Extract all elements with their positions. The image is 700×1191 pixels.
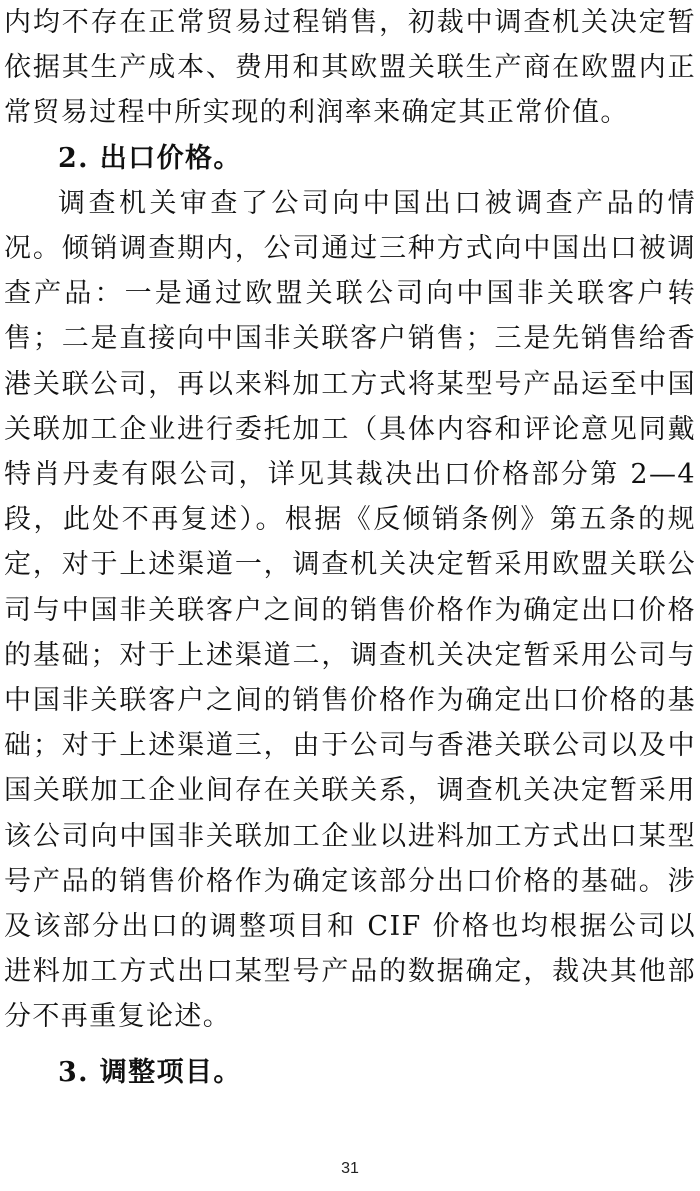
continuation-paragraph: 内均不存在正常贸易过程销售，初裁中调查机关决定暂依据其生产成本、费用和其欧盟关联生产商在欧盟内正常贸易过程中所实现的利润率来确定其正常价值。 bbox=[4, 7, 696, 129]
section-2-heading: 2. 出口价格。 bbox=[58, 142, 242, 174]
body-text bbox=[4, 0, 696, 1095]
page-number: 31 bbox=[341, 1160, 359, 1177]
section-2-paragraph: 调查机关审查了公司向中国出口被调查产品的情况。倾销调查期内，公司通过三种方式向中国出口被调查产品：一是通过欧盟关联公司向中国非关联客户转售；二是直接向中国非关联客户销售；三是先销售给香港关联公司，再以来料加工方式将某型号产品运至中国关联加工企业进行委托加工（具体内容和评论意见同戴特肖丹麦有限公司，详见其裁决出口价格部分第 2—4 段，此处不再复述）。根据《反倾销条例》第五条的规定，对于上述渠道一，调查机关决定暂采用欧盟关联公司与中国非关联客户之间的销售价格作为确定出口价格的基础；对于上述渠道二，调查机关决定暂采用公司与中国非关联客户之间的销售价格作为确定出口价格的基础；对于上述渠道三，由于公司与香港关联公司以及中国关联加工企业间存在关联关系，调查机关决定暂采用该公司向中国非关联加工企业以进料加工方式出口某型号产品的销售价格作为确定该部分出口价格的基础。涉及该部分出口的调整项目和 CIF 价格也均根据公司以进料加工方式出口某型号产品的数据确定，裁决其他部分不再重复论述。 bbox=[4, 187, 696, 1033]
section-3-heading: 3. 调整项目。 bbox=[58, 1056, 242, 1088]
